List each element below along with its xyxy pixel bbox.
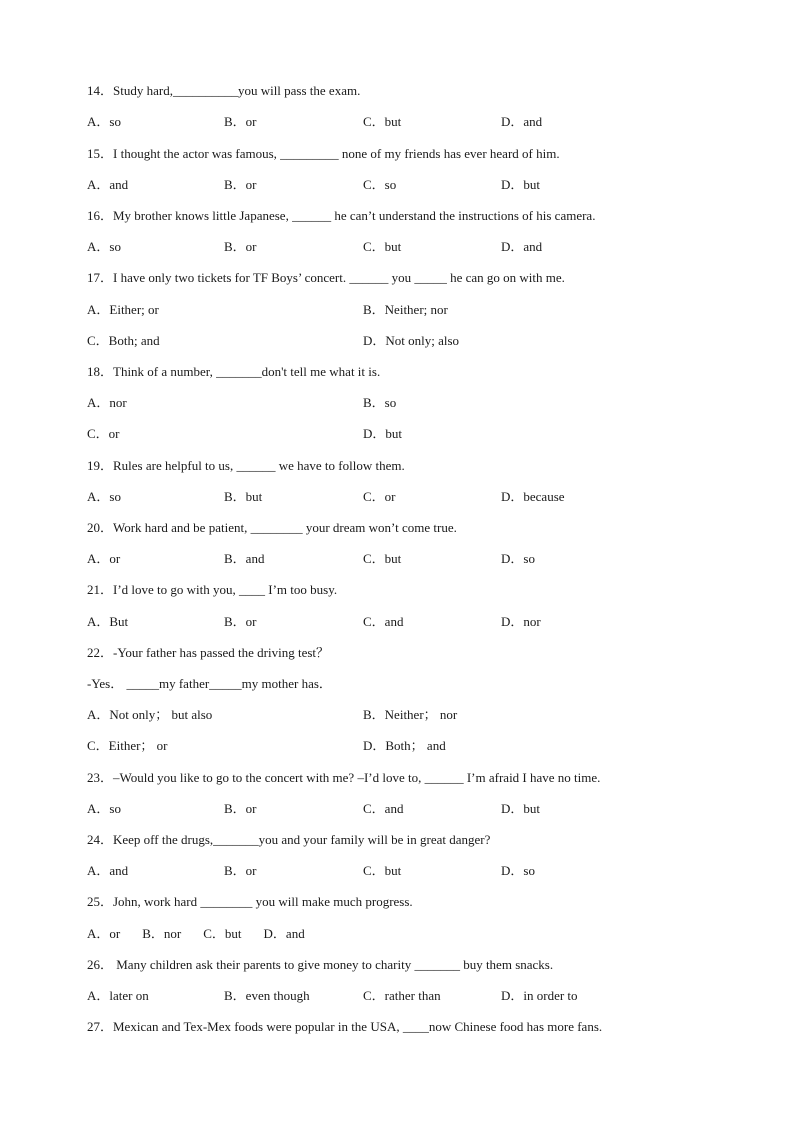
question-17-options-row2 [87, 332, 754, 350]
question-16-stem: 16．My brother knows little Japanese, ______ he can’t understand the instructions of his camera. [87, 208, 596, 223]
question-15-options [87, 176, 754, 194]
option-d[interactable]: D．but [501, 801, 541, 816]
option-b[interactable]: B．or [224, 114, 257, 129]
option-b[interactable]: B．but [224, 489, 263, 504]
option-d[interactable]: D．and [263, 926, 305, 941]
option-a[interactable]: A．Not only； but also [87, 707, 213, 722]
question-22-options-row1 [87, 706, 754, 724]
option-c[interactable]: C．but [203, 926, 242, 941]
option-d[interactable]: D．in order to [501, 988, 578, 1003]
option-c[interactable]: C．and [363, 801, 404, 816]
option-a[interactable]: A．nor [87, 395, 127, 410]
option-d[interactable]: D．but [363, 426, 403, 441]
option-c[interactable]: C．but [363, 114, 402, 129]
question-17-options-row1 [87, 301, 754, 319]
question-21-options [87, 613, 754, 631]
question-18-options-row2 [87, 425, 754, 443]
option-d[interactable]: D．so [501, 863, 535, 878]
question-23-options [87, 800, 754, 818]
option-c[interactable]: C．or [87, 426, 120, 441]
question-23-stem: 23．–Would you like to go to the concert with me? –I’d love to, ______ I’m afraid I have no time. [87, 770, 601, 785]
question-20-options [87, 550, 754, 568]
option-d[interactable]: D．but [501, 177, 541, 192]
option-d[interactable]: D．so [501, 551, 535, 566]
option-d[interactable]: D．and [501, 114, 543, 129]
option-b[interactable]: B．or [224, 614, 257, 629]
option-b[interactable]: B．or [224, 239, 257, 254]
option-b[interactable]: B．nor [142, 926, 182, 941]
option-a[interactable]: A．so [87, 489, 121, 504]
option-c[interactable]: C．but [363, 239, 402, 254]
option-d[interactable]: D．and [501, 239, 543, 254]
option-c[interactable]: C．rather than [363, 988, 441, 1003]
option-d[interactable]: D．Both； and [363, 738, 446, 753]
option-a[interactable]: A．so [87, 239, 121, 254]
question-17-stem: 17．I have only two tickets for TF Boys’ concert. ______ you _____ he can go on with me. [87, 270, 565, 285]
option-b[interactable]: B．or [224, 177, 257, 192]
option-c[interactable]: C．so [363, 177, 397, 192]
option-c[interactable]: C．Both; and [87, 333, 160, 348]
question-15-stem: 15．I thought the actor was famous, _________ none of my friends has ever heard of him. [87, 146, 560, 161]
option-b[interactable]: B．Neither; nor [363, 302, 448, 317]
option-c[interactable]: C．Either； or [87, 738, 168, 753]
option-c[interactable]: C．or [363, 489, 396, 504]
question-24-stem: 24．Keep off the drugs,_______you and your family will be in great danger? [87, 832, 491, 847]
question-19-options [87, 488, 754, 506]
option-d[interactable]: D．Not only; also [363, 333, 460, 348]
option-a[interactable]: A．so [87, 801, 121, 816]
option-c[interactable]: C．but [363, 551, 402, 566]
option-c[interactable]: C．and [363, 614, 404, 629]
question-22-stem-reply: -Yes． _____my father_____my mother has． [87, 676, 332, 691]
option-b[interactable]: B．or [224, 801, 257, 816]
question-26-stem: 26． Many children ask their parents to give money to charity _______ buy them snacks. [87, 957, 554, 972]
question-18-stem: 18．Think of a number, _______don't tell me what it is. [87, 364, 381, 379]
question-14-stem: 14．Study hard,__________you will pass the exam. [87, 83, 361, 98]
option-a[interactable]: A．so [87, 114, 121, 129]
question-16-options [87, 238, 754, 256]
option-a[interactable]: A．or [87, 926, 121, 941]
option-a[interactable]: A．later on [87, 988, 149, 1003]
question-26-options [87, 987, 754, 1005]
question-25-stem: 25．John, work hard ________ you will make much progress. [87, 894, 413, 909]
option-b[interactable]: B．so [363, 395, 397, 410]
question-21-stem: 21．I’d love to go with you, ____ I’m too busy. [87, 582, 338, 597]
option-d[interactable]: D．because [501, 489, 565, 504]
option-b[interactable]: B．or [224, 863, 257, 878]
question-25-options [87, 925, 754, 943]
option-a[interactable]: A．and [87, 863, 129, 878]
option-b[interactable]: B．and [224, 551, 265, 566]
option-d[interactable]: D．nor [501, 614, 541, 629]
option-c[interactable]: C．but [363, 863, 402, 878]
option-b[interactable]: B．Neither； nor [363, 707, 458, 722]
question-22-options-row2 [87, 737, 754, 755]
option-a[interactable]: A．But [87, 614, 129, 629]
question-24-options [87, 862, 754, 880]
question-19-stem: 19．Rules are helpful to us, ______ we have to follow them. [87, 458, 405, 473]
question-18-options-row1 [87, 394, 754, 412]
question-27-stem: 27．Mexican and Tex-Mex foods were popular in the USA, ____now Chinese food has more fans. [87, 1019, 603, 1034]
option-a[interactable]: A．Either; or [87, 302, 159, 317]
question-14-options [87, 113, 754, 131]
option-b[interactable]: B．even though [224, 988, 310, 1003]
option-a[interactable]: A．or [87, 551, 121, 566]
question-22-stem: 22．-Your father has passed the driving test？ [87, 645, 330, 660]
option-a[interactable]: A．and [87, 177, 129, 192]
question-20-stem: 20．Work hard and be patient, ________ your dream won’t come true. [87, 520, 457, 535]
